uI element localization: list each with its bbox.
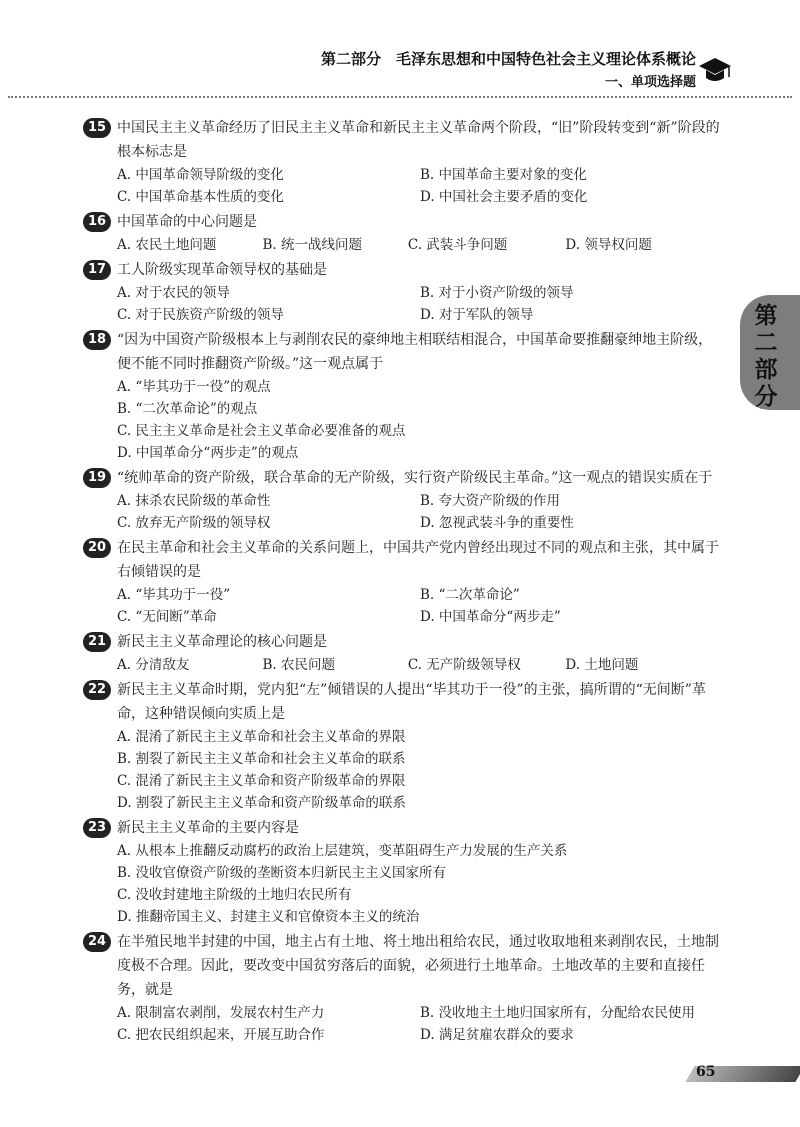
question-stem: 中国革命的中心问题是	[117, 214, 257, 230]
option-a: A. 从根本上推翻反动腐朽的政治上层建筑，变革阻碍生产力发展的生产关系	[117, 843, 568, 859]
question-stem: “统帅革命的资产阶级，联合革命的无产阶级，实行资产阶级民主革命。”这一观点的错误实质在于	[117, 470, 713, 486]
option-a: A. 对于农民的领导	[117, 285, 230, 301]
question-number: 17	[83, 260, 111, 280]
option-d: D. 对于军队的领导	[420, 307, 534, 323]
question-stem: 新民主主义革命的主要内容是	[117, 820, 299, 836]
option-b: B. 割裂了新民主主义革命和社会主义革命的联系	[117, 751, 406, 767]
option-d: D. 中国革命分“两步走”的观点	[117, 445, 299, 461]
option-a: A. 分清敌友	[117, 657, 190, 673]
option-c: C. 对于民族资产阶级的领导	[117, 307, 284, 323]
question-stem: 在民主革命和社会主义革命的关系问题上，中国共产党内曾经出现过不同的观点和主张，其中属于右倾错误的是	[117, 540, 719, 580]
question-stem: 在半殖民地半封建的中国，地主占有土地、将土地出租给农民，通过收取地租来剥削农民，土地制度极不合理。因此，要改变中国贫穷落后的面貌，必须进行土地革命。土地改革的主要和直接任务，就是	[117, 934, 719, 998]
question-number: 15	[83, 118, 111, 138]
question-18	[83, 328, 723, 464]
question-21	[83, 630, 723, 676]
question-22	[83, 678, 723, 814]
graduation-cap-icon	[698, 55, 732, 85]
page-number: 65	[696, 1064, 716, 1080]
question-20	[83, 536, 723, 628]
question-list	[83, 116, 723, 1046]
option-d: D. 中国革命分“两步走”	[420, 609, 561, 625]
option-a: A. 抹杀农民阶级的革命性	[117, 493, 271, 509]
option-b: B. 没收地主土地归国家所有，分配给农民使用	[420, 1005, 696, 1021]
option-b: B. 没收官僚资产阶级的垄断资本归新民主主义国家所有	[117, 865, 447, 881]
question-stem: 工人阶级实现革命领导权的基础是	[117, 262, 327, 278]
option-list	[117, 234, 723, 256]
option-d: D. 推翻帝国主义、封建主义和官僚资本主义的统治	[117, 909, 420, 925]
option-list	[117, 376, 723, 464]
option-b: B. 农民问题	[262, 657, 335, 673]
question-17	[83, 258, 723, 326]
option-list	[117, 164, 723, 208]
option-list	[117, 654, 723, 676]
option-d: D. 忽视武装斗争的重要性	[420, 515, 574, 531]
option-d: D. 满足贫雇农群众的要求	[420, 1027, 574, 1043]
option-c: C. 放弃无产阶级的领导权	[117, 515, 271, 531]
option-d: D. 土地问题	[565, 657, 639, 673]
option-c: C. 把农民组织起来，开展互助合作	[117, 1027, 325, 1043]
option-c: C. 无产阶级领导权	[407, 657, 521, 673]
option-c: C. 没收封建地主阶级的土地归农民所有	[117, 887, 352, 903]
page-header-title: 第二部分 毛泽东思想和中国特色社会主义理论体系概论	[320, 50, 696, 68]
option-d: D. 割裂了新民主主义革命和资产阶级革命的联系	[117, 795, 406, 811]
option-b: B. 统一战线问题	[262, 237, 362, 253]
option-a: A. “毕其功于一役”	[117, 587, 231, 603]
option-c: C. 武装斗争问题	[407, 237, 508, 253]
option-a: A. “毕其功于一役”的观点	[117, 379, 271, 395]
question-19	[83, 466, 723, 534]
option-b: B. “二次革命论”的观点	[117, 401, 258, 417]
question-number: 18	[83, 330, 111, 350]
option-list	[117, 726, 723, 814]
question-number: 21	[83, 632, 111, 652]
option-d: D. 领导权问题	[565, 237, 652, 253]
option-c: C. 民主主义革命是社会主义革命必要准备的观点	[117, 423, 406, 439]
question-16	[83, 210, 723, 256]
option-c: C. 中国革命基本性质的变化	[117, 189, 284, 205]
option-list	[117, 1002, 723, 1046]
option-d: D. 中国社会主要矛盾的变化	[420, 189, 588, 205]
page-header-subtitle: 一、单项选择题	[604, 75, 696, 90]
option-c: C. 混淆了新民主主义革命和资产阶级革命的界限	[117, 773, 406, 789]
option-b: B. 中国革命主要对象的变化	[420, 167, 588, 183]
question-number: 23	[83, 818, 111, 838]
question-stem: 新民主主义革命理论的核心问题是	[117, 634, 327, 650]
option-a: A. 混淆了新民主主义革命和社会主义革命的界限	[117, 729, 406, 745]
question-23	[83, 816, 723, 928]
option-b: B. 对于小资产阶级的领导	[420, 285, 574, 301]
question-number: 20	[83, 538, 111, 558]
option-list	[117, 840, 723, 928]
question-stem: “因为中国资产阶级根本上与剥削农民的豪绅地主相联结相混合，中国革命要推翻豪绅地主阶级，便不能不同时推翻资产阶级。”这一观点属于	[117, 332, 713, 372]
option-list	[117, 490, 723, 534]
option-list	[117, 282, 723, 326]
option-a: A. 农民土地问题	[117, 237, 217, 253]
question-stem: 新民主主义革命时期，党内犯“左”倾错误的人提出“毕其功于一役”的主张，搞所谓的“无间断”革命，这种错误倾向实质上是	[117, 682, 706, 722]
question-number: 24	[83, 932, 111, 952]
question-stem: 中国民主主义革命经历了旧民主主义革命和新民主主义革命两个阶段，“旧”阶段转变到“新”阶段的根本标志是	[117, 120, 720, 160]
option-c: C. “无间断”革命	[117, 609, 217, 625]
option-a: A. 中国革命领导阶级的变化	[117, 167, 284, 183]
question-number: 19	[83, 468, 111, 488]
option-b: B. 夸大资产阶级的作用	[420, 493, 561, 509]
question-24	[83, 930, 723, 1046]
header-divider	[8, 96, 792, 98]
question-15	[83, 116, 723, 208]
question-number: 16	[83, 212, 111, 232]
option-list	[117, 584, 723, 628]
option-a: A. 限制富农剥削，发展农村生产力	[117, 1005, 325, 1021]
section-tab-label: 第二部分	[754, 303, 778, 410]
option-b: B. “二次革命论”	[420, 587, 520, 603]
question-number: 22	[83, 680, 111, 700]
